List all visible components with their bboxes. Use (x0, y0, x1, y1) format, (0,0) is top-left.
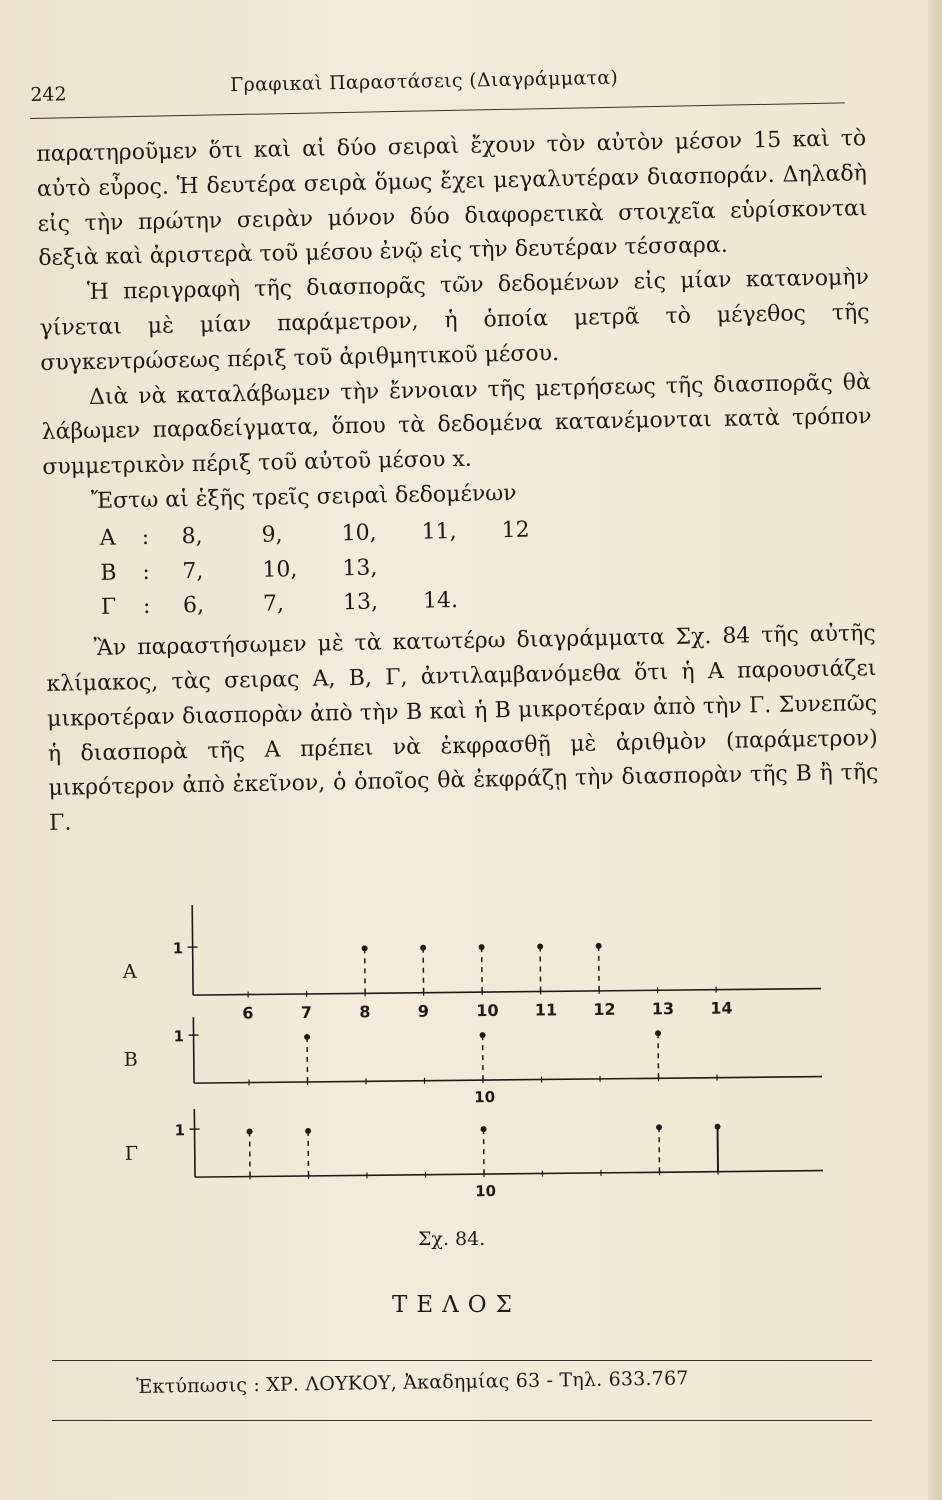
data-point (715, 1124, 721, 1130)
series-value: 9, (261, 522, 283, 548)
paragraph-1: παρατηροῦμεν ὅτι καὶ αἱ δύο σειραὶ ἔχουν τὸν αὐτὸν μέσον 15 καὶ τὸ αὐτὸ εὖρος. Ἡ δευτέρα σειρὰ ὅμως ἔχει μεγαλυτέραν διασποράν. Δηλαδὴ εἰς τὴν πρώτην σειρὰν μόνον δύο διαφορετικὰ στοιχεῖα εὑρίσκονται δεξιὰ καὶ ἀριστερὰ τοῦ μέσου ἐνῷ εἰς τὴν δευτέραν τέσσαρα. (36, 126, 868, 272)
y-axis (194, 1109, 195, 1177)
running-title: Γραφικαὶ Παραστάσεις (Διαγράμματα) (229, 66, 619, 97)
series-value: 11, (421, 518, 457, 545)
x-tick-label: 14 (710, 998, 733, 1018)
series-value: 6, (182, 593, 205, 619)
data-point (305, 1128, 311, 1134)
x-axis (194, 1077, 822, 1084)
x-axis-label: 10 (474, 1087, 496, 1107)
series-value (503, 582, 584, 618)
series-value (502, 547, 583, 583)
body-text (36, 122, 879, 842)
data-point (479, 944, 485, 950)
series-value: 10, (341, 520, 377, 546)
paragraph-3: Διὰ νὰ καταλάβωμεν τὴν ἔννοιαν τῆς μετρήσεως τῆς διασπορᾶς θὰ λάβωμεν παραδείγματα, ὅπου τὰ δεδομένα κατανέμονται κατὰ τρόπον συμμετρικὸν πέριξ τοῦ αὐτοῦ μέσου x. (41, 369, 872, 481)
data-point (656, 1124, 662, 1130)
x-axis (193, 989, 821, 996)
page-number: 242 (30, 83, 67, 106)
series-value (422, 549, 503, 585)
x-axis-label: 10 (475, 1181, 497, 1201)
data-point (247, 1129, 253, 1135)
series-value: 8, (181, 523, 203, 550)
series-value: 7, (262, 591, 285, 618)
dot-plot-chart (110, 880, 833, 1218)
series-label: Β (100, 560, 117, 586)
page-edge (928, 0, 942, 1500)
data-point (596, 943, 602, 949)
series-label: Γ (100, 594, 117, 621)
series-value: 7, (182, 558, 204, 584)
panel-label: Β (123, 1048, 138, 1071)
figure-caption: Σχ. 84. (418, 1228, 486, 1250)
end-mark: ΤΕΛΟΣ (392, 1292, 521, 1318)
printer-imprint: Ἐκτύπωσις : ΧΡ. ΛΟΥΚΟΥ, Ἀκαδημίας 63 - Τηλ. 633.767 (136, 1367, 689, 1398)
paragraph-4: Ἔστω αἱ ἑξῆς τρεῖς σειραὶ δεδομένων (90, 480, 517, 514)
series-colon: : (141, 524, 150, 550)
y-axis (193, 1017, 194, 1083)
x-tick-label: 6 (242, 1003, 254, 1023)
page-header (30, 62, 850, 108)
x-tick-label: 7 (300, 1002, 313, 1023)
x-tick-label: 10 (476, 1000, 499, 1021)
y-axis (192, 905, 193, 995)
series-value: 14. (422, 588, 459, 615)
bottom-rule-bottom (52, 1420, 872, 1421)
x-tick-label: 13 (651, 999, 675, 1019)
y-tick-label: 1 (172, 939, 184, 958)
bottom-rule-top (52, 1360, 872, 1361)
data-point (537, 943, 543, 949)
series-value: 13, (342, 555, 378, 581)
series-value: 13, (342, 589, 379, 616)
series-table (99, 512, 583, 626)
x-tick-label: 9 (417, 1001, 430, 1021)
series-colon: : (142, 594, 151, 620)
panel-label: Γ (124, 1142, 139, 1165)
x-axis (195, 1171, 823, 1178)
data-point (362, 945, 368, 951)
panel-label: Α (122, 960, 137, 983)
data-point (480, 1032, 486, 1038)
y-tick-label: 1 (173, 1027, 185, 1046)
data-point (420, 945, 426, 951)
series-colon: : (142, 559, 151, 585)
series-label: Α (99, 525, 116, 551)
figure-84 (110, 880, 833, 1218)
paragraph-5: Ἂν παραστήσωμεν μὲ τὰ κατωτέρω διαγράμματα Σχ. 84 τῆς αὐτῆς κλίμακος, τὰς σειρας Α, Β, Γ, ἀντιλαμβανόμεθα ὅτι ἡ Α παρουσιάζει μικροτέραν διασπορὰν ἀπὸ τὴν Β καὶ ἡ Β μικροτέραν ἀπὸ τὴν Γ. Συνεπῶς ἡ διασπορὰ τῆς Α πρέπει νὰ ἐκφρασθῇ μὲ ἀριθμὸν (παράμετρον) μικρότερον ἀπὸ ἐκεῖνον, ὁ ὁποῖος θὰ ἐκφράζῃ τὴν διασπορὰν τῆς Β ἢ τῆς Γ. (46, 621, 879, 837)
x-tick-label: 11 (534, 1000, 558, 1020)
data-point (304, 1034, 310, 1040)
data-point (655, 1030, 661, 1036)
x-tick-label: 8 (359, 1002, 371, 1022)
x-tick-label: 12 (593, 999, 616, 1019)
series-value: 10, (262, 556, 298, 583)
paragraph-2: Ἡ περιγραφὴ τῆς διασπορᾶς τῶν δεδομένων εἰς μίαν κατανομὴν γίνεται μὲ μίαν παράμετρον, ἡ ὁποία μετρᾶ τὸ μέγεθος τῆς συγκεντρώσεως πέριξ τοῦ ἀριθμητικοῦ μέσου. (39, 265, 870, 376)
y-tick-label: 1 (174, 1121, 186, 1140)
series-value: 12 (501, 517, 530, 543)
data-point (481, 1126, 487, 1132)
